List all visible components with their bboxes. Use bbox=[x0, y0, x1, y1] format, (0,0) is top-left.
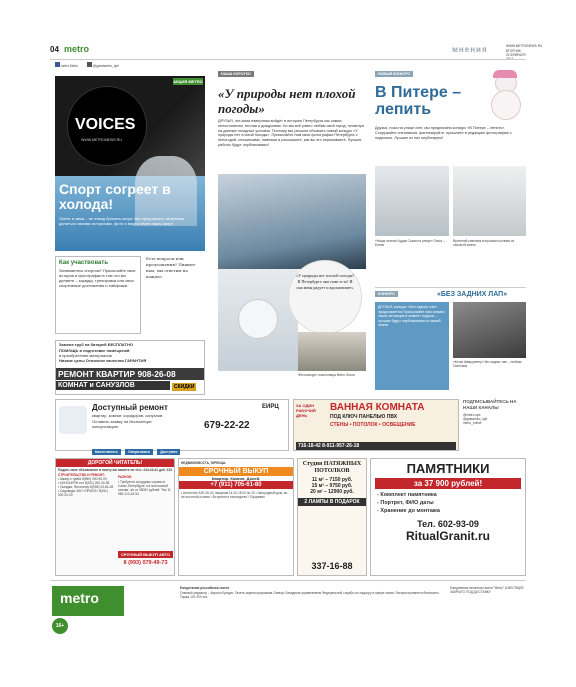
footer-logo-box bbox=[52, 586, 124, 616]
ad-potolki[interactable] bbox=[297, 458, 367, 576]
vannaya-left: ЗА ОДИН РАБОЧИЙ ДЕНЬ bbox=[296, 403, 316, 418]
article1-photo-building bbox=[298, 332, 366, 371]
subscribe-link-1[interactable]: @metro.spb bbox=[463, 413, 481, 417]
dostupny-title: Доступный ремонт bbox=[92, 403, 168, 412]
section-title: мнения bbox=[452, 45, 488, 54]
article2-photo-2 bbox=[453, 166, 526, 236]
social-row bbox=[55, 62, 215, 68]
snowman-figure bbox=[238, 299, 278, 339]
header-date: ВТОРНИК, 20 ФЕВРАЛЯ bbox=[506, 49, 526, 57]
pamyatniki-phone[interactable]: Тел. 602-93-09 bbox=[417, 519, 479, 529]
vannaya-services: СТЕНЫ • ПОТОЛОК • ОСВЕЩЕНИЕ bbox=[330, 422, 416, 428]
dear-green-phone[interactable]: 8 (993) 079-49-73 bbox=[123, 560, 168, 566]
article2-text: Друзья, пока на улице снег, мы предлагаем конкурс «В Питере – лепить». Сооружайте снеговиков, фантазируйте, пришлите в редакцию фотографию с подписью. Лучшие из них опубликуем! bbox=[375, 126, 512, 140]
vannaya-title: ВАННАЯ КОМНАТА bbox=[330, 402, 425, 413]
remont-sub: КОМНАТ и САНУЗЛОВ bbox=[56, 381, 170, 390]
footer-logo: metro bbox=[60, 590, 99, 606]
article1-quote-circle bbox=[288, 260, 362, 334]
article2-photo-cat bbox=[453, 302, 526, 358]
dostupny-link-1[interactable]: Качественно bbox=[92, 449, 121, 455]
remont-badge: СКИДКИ bbox=[174, 384, 195, 390]
snowman-illustration bbox=[487, 72, 523, 118]
footer-age: 16+ bbox=[52, 618, 68, 634]
article1-text: ДРУЗЬЯ, эта зима наверняка войдёт в историю Петербурга как самая непостоянная, теплая и дождливая. Но мы всё равно любим свой город, несмотря на данные погодные условия. Поэтому мы решили объявить новый конкурс «У природы нет плохой погоды». Присылайте нам свои фотографии Петербурга с непогодой, снежинками, ливнями и расскажите, как вы это переживаете. Лучшие работы будут опубликованы! bbox=[218, 119, 365, 147]
dostupny-order: Оставить заявку на бесплатную консультацию: bbox=[92, 419, 152, 429]
social-link-2[interactable]: @ganstamtro_spb bbox=[92, 64, 119, 68]
footer-text: Главный редактор – Кирилл Бредис. Газета зарегистрирована Северо-Западным управлением Федеральной службы по надзору в сфере связи. Распространяется бесплатно. Тираж 101 000 экз. bbox=[180, 591, 440, 599]
subscribe-link-2[interactable]: @gastamtro_spb bbox=[463, 417, 488, 421]
instagram-icon[interactable] bbox=[87, 62, 92, 67]
article1-headline: «У природы нет плохой погоды» bbox=[218, 86, 356, 116]
pamyatniki-price: за 37 900 рублей! bbox=[375, 478, 521, 489]
dear-green-btn[interactable]: СРОЧНЫЙ ВЫКУП АВТО bbox=[118, 551, 173, 558]
page-header bbox=[50, 44, 543, 58]
ipoteka-title: СРОЧНЫЙ ВЫКУП bbox=[179, 467, 293, 476]
potolki-gift: 2 ЛАМПЫ В ПОДАРОК bbox=[298, 498, 366, 506]
subscribe-text: ПОДПИСЫВАЙТЕСЬ НА НАШИ КАНАЛЫ bbox=[463, 399, 517, 410]
dear-col2-head: РАЗНОЕ: bbox=[118, 475, 133, 479]
subscribe-box bbox=[463, 399, 526, 451]
ipoteka-text: • Агентство АЗ0-26-00, выкупим 14.00-18.00 по 20 • Загородный дом, кв. на льготной основе • Вступили в наследство? Оформим bbox=[181, 491, 288, 499]
potolki-p2: 15 м² – 9750 руб. bbox=[311, 483, 353, 489]
dostupny-phone[interactable]: 679-22-22 bbox=[204, 420, 250, 431]
pamyatniki-item-2: - Портрет, ФИО даты bbox=[377, 500, 434, 506]
page-number: 04 bbox=[50, 45, 59, 54]
ad-dear-reader[interactable] bbox=[55, 458, 175, 576]
sport-lead: Осень и зима – не повод бросать спорт. Мы предлагаем читателям делиться своими историями, фото и видео через нашу смерт. bbox=[59, 216, 185, 226]
dostupny-link-2[interactable]: Оперативно bbox=[125, 449, 153, 455]
dear-col1: • Шкаф и тумба 8(960) 000-55-00 • КОНСЬЕРЖ тел 8(911) 252-30-55 • Укладка, Фотогалер 8(906) 24-84-28 • Садоводы ЗАО «ПРИСЛ» 8(911) 000-00-00 bbox=[58, 477, 114, 497]
article2-headline: В Питере – лепить bbox=[375, 84, 462, 118]
brand-logo: metro bbox=[64, 44, 90, 54]
remont-line4: Низкие цены Отличное качество ГАРАНТИЯ bbox=[59, 358, 147, 363]
dostupny-sub: квартир, комнат, коридоров, санузлов bbox=[92, 413, 163, 418]
pamyatniki-site[interactable]: RitualGranit.ru bbox=[405, 529, 490, 543]
social-link-1[interactable]: metro Metro bbox=[60, 64, 79, 68]
promo-badge: АКЦИЯ METRO bbox=[173, 79, 203, 84]
pamyatniki-item-3: - Хранение до монтажа bbox=[377, 508, 440, 514]
dostupny-link-3[interactable]: Доступно bbox=[157, 449, 180, 455]
article1-caption: Фотоконкурс: поклонница Metro Ольга bbox=[298, 373, 355, 377]
article2-tag2: КОНКУРС bbox=[375, 291, 398, 297]
how-text: Занимаетесь спортом? Присылайте свое история и фотографии в том что вы делаете – зарядку, тренировки или свои спортивные достижения и лайфхаки. bbox=[59, 268, 136, 288]
house-icon bbox=[59, 406, 87, 434]
remont-line1: Замена труб на батарей БЕСПЛАТНО bbox=[59, 342, 133, 347]
article2 bbox=[375, 62, 526, 392]
dear-col2: • Требуется сотрудник охраны в Санкт-Петербурге, на постоянной основе, з/п от 35000 рублей. Тел. 8-965-214-43-54 bbox=[118, 480, 171, 496]
article2-caption2: Весенний снеговик в игровом костюме из обычной жизни bbox=[453, 239, 515, 247]
how-to-box bbox=[55, 256, 141, 334]
article2-blue-panel bbox=[375, 302, 449, 390]
ipoteka-phone[interactable]: +7 (911) 705-61-80 bbox=[179, 481, 293, 489]
ad-vannaya[interactable] bbox=[293, 399, 459, 451]
article2-tag: НОВЫЙ КОНКУРС bbox=[375, 71, 413, 77]
dear-phone-line: Подать свое объявление в газету вы можете по тел.: 244-43-41 доб. 233 bbox=[58, 468, 172, 472]
footer-staff-title: Ежедневная российская газета bbox=[180, 586, 230, 590]
ipoteka-sub: Квартир, Комнат, Долей. bbox=[211, 476, 261, 481]
dear-title: ДОРОГОЙ ЧИТАТЕЛЬ! bbox=[56, 459, 174, 467]
voices-site: WWW.METRONEWS.RU bbox=[81, 138, 122, 142]
potolki-brand: Студия НАТЯЖНЫХ ПОТОЛКОВ bbox=[302, 461, 362, 474]
header-site[interactable]: WWW.METRONEWS.RU bbox=[506, 44, 543, 48]
ad-remont[interactable] bbox=[55, 340, 205, 395]
article2-caption1: «Наша лесная Худаж Сокая на улице» Ольга – Елень bbox=[375, 239, 445, 247]
side-note: Есть вопросы или предложения? Пишите нам, мы ответим на каждое. bbox=[146, 256, 196, 279]
ad-dostupny[interactable] bbox=[55, 399, 289, 454]
footer-divider bbox=[50, 580, 526, 581]
vannaya-phones[interactable]: 716-18-42 8-911-957-26-18 bbox=[296, 442, 456, 450]
remont-line2: ПОМОЩЬ в подготовке помещений bbox=[59, 348, 130, 353]
dostupny-links bbox=[92, 440, 180, 458]
how-title: Как участвовать bbox=[59, 260, 109, 266]
article2-text2: ДРУЗЬЯ, конкурс «Без задних лап» продолжается! Присылайте нам снимки своих питомцев в момент отдыха – лучшие будут опубликованы в нашей газете. bbox=[378, 305, 445, 328]
remont-main: РЕМОНТ КВАРТИР 908-26-08 bbox=[56, 368, 204, 380]
ad-ipoteka[interactable] bbox=[178, 458, 294, 576]
voices-sport-panel bbox=[55, 176, 205, 251]
article1-quote: «У природы нет плохой погоды! В Петербурге она тоже есть! И она меня радует и вдохновляет» bbox=[296, 273, 354, 290]
voices-title: VOICES bbox=[75, 116, 136, 133]
ad-pamyatniki[interactable] bbox=[370, 458, 526, 576]
pamyatniki-title: ПАМЯТНИКИ bbox=[406, 461, 490, 476]
sport-headline: Спорт согреет в холода! bbox=[59, 181, 171, 212]
article1-photo-main bbox=[218, 174, 366, 269]
facebook-icon[interactable] bbox=[55, 62, 60, 67]
article2-divider bbox=[375, 287, 526, 288]
article1 bbox=[218, 62, 366, 392]
vannaya-sub: ПОД КЛЮЧ ПАНЕЛЬЮ ПВХ bbox=[330, 414, 398, 420]
remont-line3: в приобретении материалов bbox=[59, 353, 112, 358]
potolki-phone[interactable]: 337-16-88 bbox=[311, 561, 353, 571]
dear-col1-head: СТРОИТЕЛЬСТВО И РЕМОНТ: bbox=[58, 473, 106, 477]
footer-right: Ежедневная печатная газета "Metro" 6 МЕСЯЦЕВ ЗАКРЫТО ПОД ДОСТАВКУ bbox=[450, 586, 524, 594]
subscribe-link-3[interactable]: metro_online bbox=[463, 421, 482, 425]
footer bbox=[50, 584, 526, 636]
header-divider bbox=[50, 59, 526, 60]
pamyatniki-item-1: - Комплект памятника bbox=[377, 492, 437, 498]
potolki-p1: 11 м² – 7150 руб. bbox=[311, 477, 353, 483]
dostupny-brand: ЕИРЦ bbox=[262, 404, 279, 410]
article2-caption3: «Котик Шварцнегер» без задних лап – любовь Светлана bbox=[453, 360, 522, 368]
article1-tag: НАША КОРОТКО bbox=[218, 71, 254, 77]
article2-photo-1 bbox=[375, 166, 449, 236]
article2-head2: «БЕЗ ЗАДНИХ ЛАП» bbox=[437, 291, 508, 298]
ipoteka-head: НЕДВИЖИМОСТЬ, ЮРЛИЦА: bbox=[181, 461, 227, 465]
article1-photo-snowman bbox=[218, 269, 298, 371]
potolki-p3: 20 м² – 12900 руб. bbox=[310, 489, 354, 495]
